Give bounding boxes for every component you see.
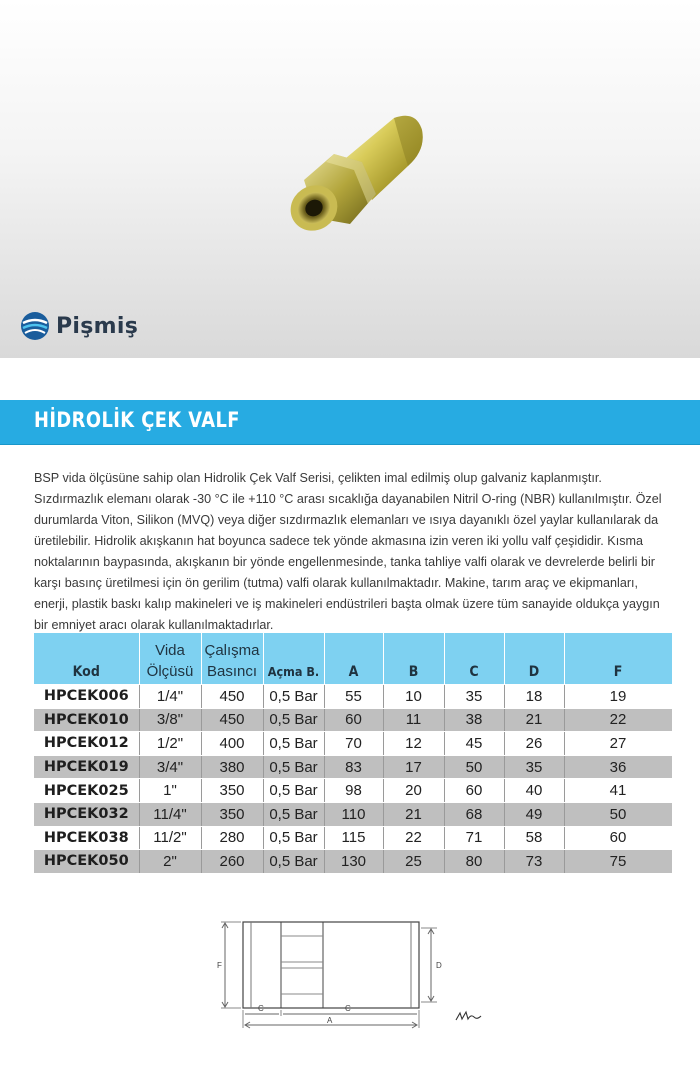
cell-d: 35: [504, 755, 564, 779]
cell-thread: 3/4": [139, 755, 201, 779]
table-row: [34, 708, 672, 732]
cell-c: 38: [444, 708, 504, 732]
cell-d: 73: [504, 850, 564, 874]
cell-d: 18: [504, 685, 564, 709]
header-cell-vida: Vida: [139, 633, 201, 659]
cell-pressure: 450: [201, 708, 263, 732]
header-cell: [383, 633, 444, 659]
cell-code: HPCEK038: [34, 826, 139, 850]
cell-f: 36: [564, 755, 672, 779]
cell-c: 68: [444, 802, 504, 826]
cell-c: 71: [444, 826, 504, 850]
page-title: HİDROLİK ÇEK VALF: [34, 408, 240, 432]
cell-pressure: 260: [201, 850, 263, 874]
header-cell: [263, 633, 324, 659]
cell-c: 35: [444, 685, 504, 709]
table-row: [34, 802, 672, 826]
header-cell-kod: Kod: [34, 659, 139, 685]
header-cell: [34, 633, 139, 659]
cell-f: 60: [564, 826, 672, 850]
cell-a: 98: [324, 779, 383, 803]
brand-mark-icon: [20, 311, 50, 341]
dimension-d-label: D: [436, 961, 442, 970]
cell-a: 83: [324, 755, 383, 779]
cell-a: 55: [324, 685, 383, 709]
cell-c: 50: [444, 755, 504, 779]
cell-d: 40: [504, 779, 564, 803]
product-hero: [0, 0, 700, 358]
cell-d: 26: [504, 732, 564, 756]
cell-code: HPCEK010: [34, 708, 139, 732]
table-header-top: [34, 633, 672, 659]
table-row: [34, 685, 672, 709]
cell-f: 19: [564, 685, 672, 709]
cell-pressure: 450: [201, 685, 263, 709]
header-cell-calisma: Çalışma: [201, 633, 263, 659]
cell-f: 41: [564, 779, 672, 803]
dimension-c1-label: C: [258, 1004, 264, 1013]
cell-a: 70: [324, 732, 383, 756]
cell-opening: 0,5 Bar: [263, 850, 324, 874]
header-cell: [564, 633, 672, 659]
cell-thread: 11/2": [139, 826, 201, 850]
dimension-a-label: A: [327, 1016, 333, 1025]
product-description: BSP vida ölçüsüne sahip olan Hidrolik Çek Valf Serisi, çelikten imal edilmiş olup galvaniz kaplanmıştır. Sızdırmazlık elemanı olarak -30 °C ile +110 °C arası sıcaklığa dayanabilen Nitril O-ring (NBR) kullanılmıştır. Özel durumlarda Viton, Silikon (MVQ) veya diğer sızdırmazlık elemanları ve ısıya dayanıklı özel yaylar kullanılarak da üretilebilir. Hidrolik akışkanın hat boyunca sadece tek yönde akmasına izin veren iki yollu valf çeşididir. Kısma noktalarının baypasında, akışkanın bir yönde engellenmesinde, tanka tahliye valfi olarak ve devrelerde belirli bir karşı basınç üretilmesi için ön gerilim (tutma) valfi olarak kullanılmaktadır. Makine, tarım araç ve ekipmanları, enerji, plastik baskı kalıp makineleri ve iş makineleri endüstrileri başta olmak üzere tüm sanayide oldukça yaygın bir emniyet aracı olarak kullanılmaktadırlar.: [34, 471, 662, 632]
dimension-f-label: F: [217, 961, 222, 970]
spec-table: [34, 633, 673, 874]
table-row: [34, 732, 672, 756]
cell-b: 12: [383, 732, 444, 756]
cell-code: HPCEK019: [34, 755, 139, 779]
cell-b: 25: [383, 850, 444, 874]
cell-d: 21: [504, 708, 564, 732]
cell-opening: 0,5 Bar: [263, 755, 324, 779]
cell-opening: 0,5 Bar: [263, 779, 324, 803]
cell-pressure: 350: [201, 779, 263, 803]
cell-thread: 11/4": [139, 802, 201, 826]
cell-code: HPCEK050: [34, 850, 139, 874]
cell-b: 20: [383, 779, 444, 803]
cell-c: 80: [444, 850, 504, 874]
cell-b: 11: [383, 708, 444, 732]
cell-pressure: 350: [201, 802, 263, 826]
cell-pressure: 400: [201, 732, 263, 756]
cell-thread: 1/2": [139, 732, 201, 756]
cell-code: HPCEK006: [34, 685, 139, 709]
valve-body-outline: [243, 922, 419, 1008]
header-cell-basinci: Basıncı: [201, 659, 263, 685]
cell-pressure: 380: [201, 755, 263, 779]
cell-opening: 0,5 Bar: [263, 708, 324, 732]
table-row: [34, 779, 672, 803]
technical-drawing: [205, 910, 495, 1035]
check-valve-product-image: [276, 108, 426, 248]
cell-a: 115: [324, 826, 383, 850]
header-cell-b: B: [383, 659, 444, 685]
cell-c: 45: [444, 732, 504, 756]
cell-f: 22: [564, 708, 672, 732]
header-cell-d: D: [504, 659, 564, 685]
header-cell: [444, 633, 504, 659]
cell-b: 17: [383, 755, 444, 779]
cell-c: 60: [444, 779, 504, 803]
cell-code: HPCEK025: [34, 779, 139, 803]
table-row: [34, 850, 672, 874]
cell-f: 50: [564, 802, 672, 826]
table-row: [34, 755, 672, 779]
cell-thread: 1": [139, 779, 201, 803]
cell-f: 27: [564, 732, 672, 756]
brand-logo: [20, 308, 138, 344]
signature-mark: [455, 1010, 485, 1022]
cell-d: 49: [504, 802, 564, 826]
hex-section: [281, 922, 323, 1008]
header-cell: [324, 633, 383, 659]
cell-opening: 0,5 Bar: [263, 826, 324, 850]
header-cell-f: F: [564, 659, 672, 685]
cell-a: 110: [324, 802, 383, 826]
cell-code: HPCEK032: [34, 802, 139, 826]
cell-opening: 0,5 Bar: [263, 732, 324, 756]
cell-a: 130: [324, 850, 383, 874]
cell-opening: 0,5 Bar: [263, 802, 324, 826]
cell-thread: 2": [139, 850, 201, 874]
cell-f: 75: [564, 850, 672, 874]
header-cell-a: A: [324, 659, 383, 685]
cell-thread: 3/8": [139, 708, 201, 732]
brand-name: Pişmiş: [56, 313, 139, 339]
cell-code: HPCEK012: [34, 732, 139, 756]
section-title-band: [0, 400, 700, 445]
cell-b: 10: [383, 685, 444, 709]
cell-a: 60: [324, 708, 383, 732]
cell-opening: 0,5 Bar: [263, 685, 324, 709]
cell-d: 58: [504, 826, 564, 850]
header-cell-olcusu: Ölçüsü: [139, 659, 201, 685]
table-header-bottom: [34, 659, 672, 685]
dimension-c2-label: C: [345, 1004, 351, 1013]
header-cell-acma: Açma B.: [263, 659, 324, 685]
header-cell: [504, 633, 564, 659]
cell-pressure: 280: [201, 826, 263, 850]
cell-b: 22: [383, 826, 444, 850]
table-row: [34, 826, 672, 850]
cell-b: 21: [383, 802, 444, 826]
cell-thread: 1/4": [139, 685, 201, 709]
header-cell-c: C: [444, 659, 504, 685]
